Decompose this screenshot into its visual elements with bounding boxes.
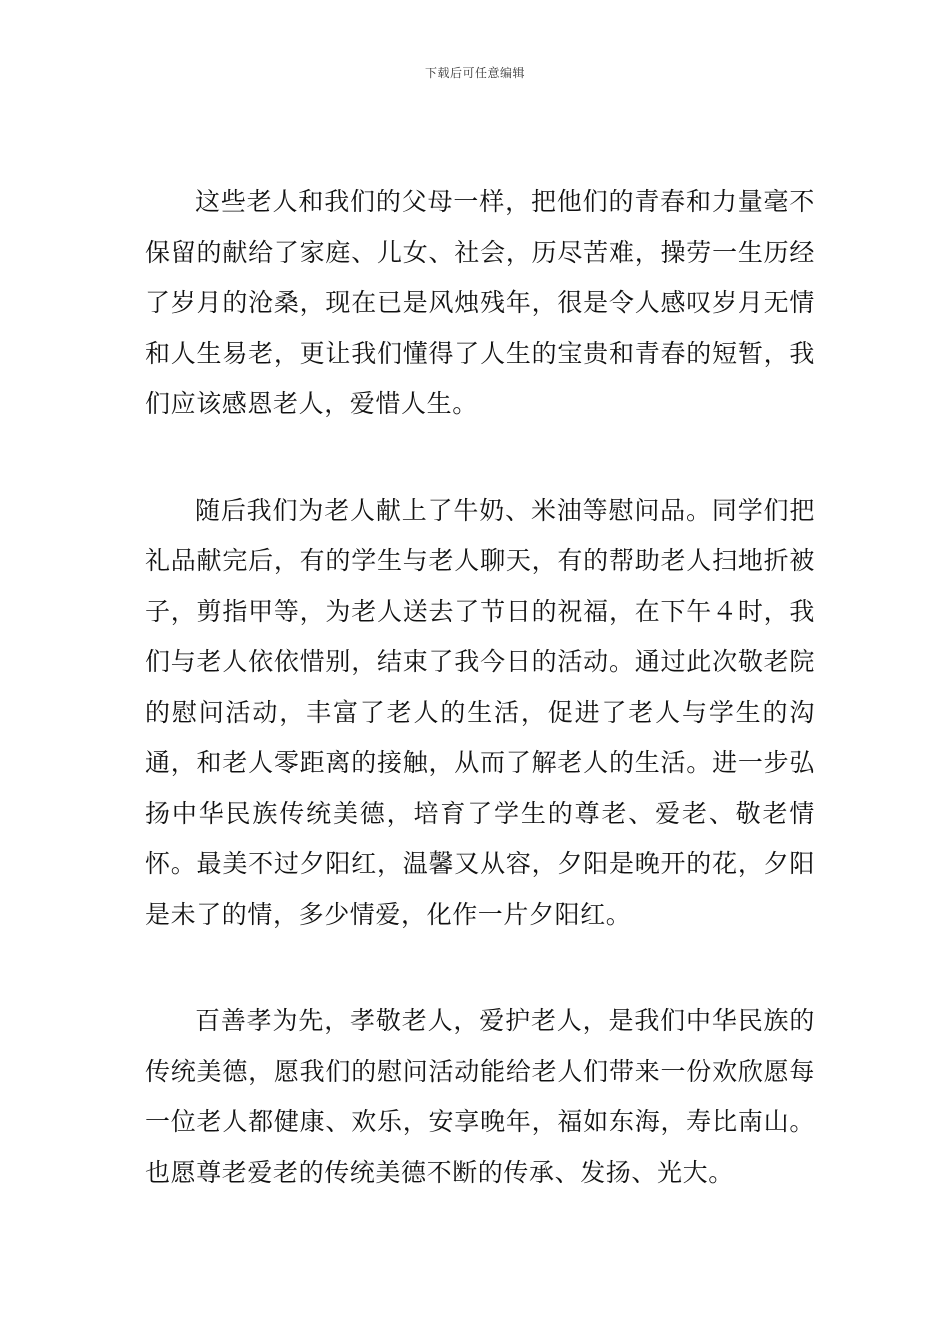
page-header: 下载后可任意编辑 <box>424 66 525 80</box>
paragraph-activity: 随后我们为老人献上了牛奶、米油等慰问品。同学们把礼品献完后，有的学生与老人聊天，有的帮助老人扫地折被子，剪指甲等，为老人送去了节日的祝福，在下午４时，我们与老人依依惜别，结束了我今日的活动。通过此次敬老院的慰问活动，丰富了老人的生活，促进了老人与学生的沟通，和老人零距离的接触，从而了解老人的生活。进一步弘扬中华民族传统美德，培育了学生的尊老、爱老、敬老情怀。最美不过夕阳红，温馨又从容，夕阳是晚开的花，夕阳是未了的情，多少情爱，化作一片夕阳红。 <box>145 495 815 929</box>
document-body <box>145 177 815 1198</box>
paragraph-gratitude: 这些老人和我们的父母一样，把他们的青春和力量毫不保留的献给了家庭、儿女、社会，历尽苦难，操劳一生历经了岁月的沧桑，现在已是风烛残年，很是令人感叹岁月无情和人生易老，更让我们懂得了人生的宝贵和青春的短暂，我们应该感恩老人，爱惜人生。 <box>145 187 815 418</box>
paragraph-closing: 百善孝为先，孝敬老人，爱护老人，是我们中华民族的传统美德，愿我们的慰问活动能给老人们带来一份欢欣愿每一位老人都健康、欢乐，安享晚年，福如东海，寿比南山。也愿尊老爱老的传统美德不断的传承、发扬、光大。 <box>145 1006 815 1187</box>
